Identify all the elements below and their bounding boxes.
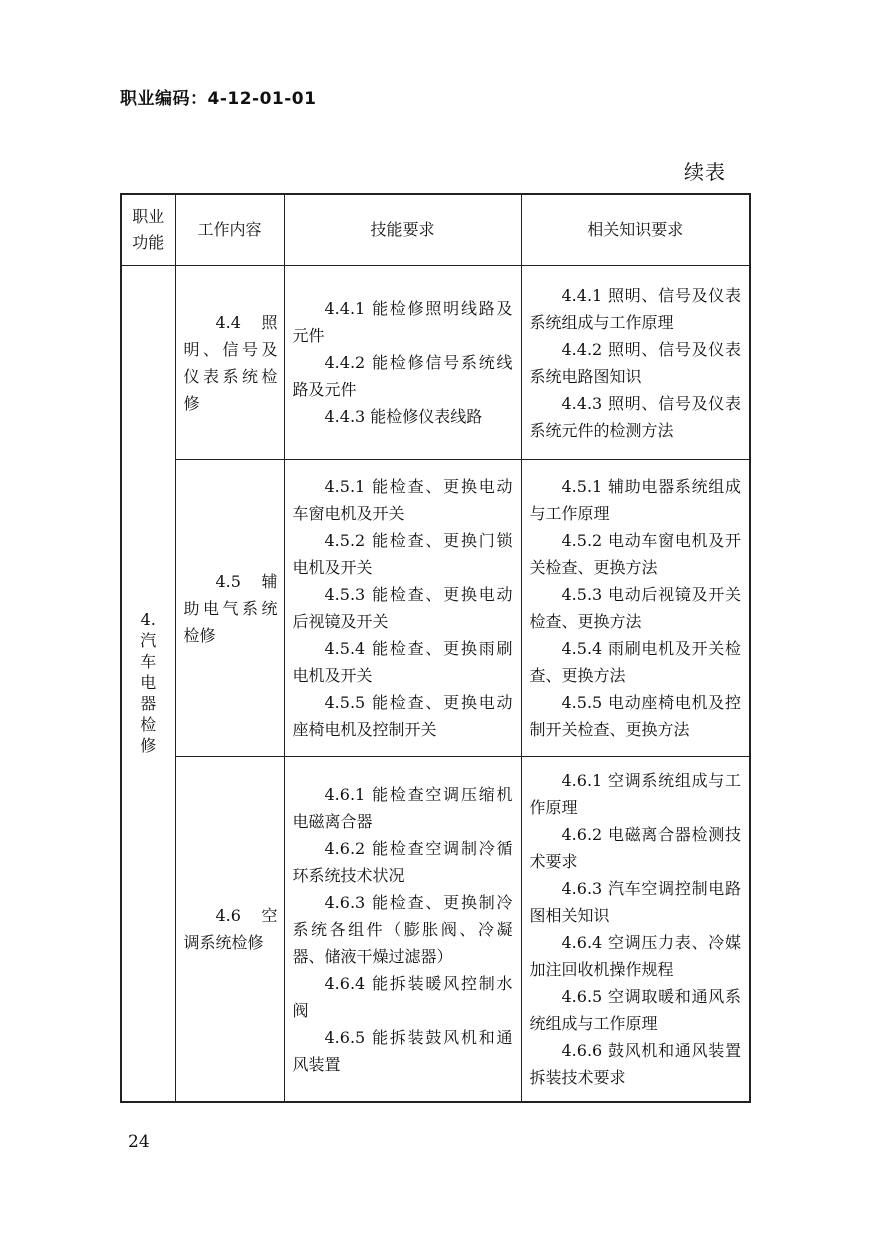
knowledge-item: 4.4.3 照明、信号及仪表系统元件的检测方法 [529,393,741,440]
table-row [121,266,750,460]
header-skills: 技能要求 [284,194,521,266]
knowledge-item: 4.5.1 辅助电器系统组成与工作原理 [529,477,741,523]
skill-item: 4.6.1 能检查空调压缩机电磁离合器 [292,784,513,831]
header-content: 工作内容 [175,194,284,266]
knowledge-item: 4.4.2 照明、信号及仪表系统电路图知识 [529,339,741,386]
knowledge-item: 4.5.3 电动后视镜及开关检查、更换方法 [529,585,741,631]
continued-label: 续表 [684,160,726,184]
knowledge-item: 4.5.4 雨刷电机及开关检查、更换方法 [529,639,741,685]
skill-item: 4.5.1 能检查、更换电动车窗电机及开关 [292,477,513,523]
work-content-cell [175,757,284,1103]
knowledge-item: 4.4.1 照明、信号及仪表系统组成与工作原理 [529,285,741,332]
work-content: 4.5 辅助电气系统检修 [183,571,278,645]
knowledge-item: 4.6.1 空调系统组成与工作原理 [529,771,741,817]
knowledge-item: 4.6.5 空调取暖和通风系统组成与工作原理 [529,987,741,1033]
skills-cell [284,757,521,1103]
page-number: 24 [128,1132,150,1152]
skills-cell [284,460,521,757]
table-row [121,757,750,1103]
work-content-cell [175,460,284,757]
skill-item: 4.4.3 能检修仪表线路 [324,407,483,426]
work-content-cell [175,266,284,460]
function-name: 4.汽车电器检修 [140,609,157,755]
knowledge-item: 4.6.2 电磁离合器检测技术要求 [529,825,741,871]
skill-item: 4.5.4 能检查、更换雨刷电机及开关 [292,639,513,685]
knowledge-cell [521,757,750,1103]
header-function: 职业功能 [121,194,175,266]
skill-item: 4.6.2 能检查空调制冷循环系统技术状况 [292,838,513,885]
knowledge-item: 4.5.2 电动车窗电机及开关检查、更换方法 [529,531,741,577]
skill-item: 4.5.3 能检查、更换电动后视镜及开关 [292,585,513,631]
table-row [121,460,750,757]
skill-item: 4.5.5 能检查、更换电动座椅电机及控制开关 [292,693,513,739]
skill-item: 4.6.4 能拆装暖风控制水阀 [292,973,513,1020]
knowledge-item: 4.6.3 汽车空调控制电路图相关知识 [529,879,741,925]
skill-item: 4.6.5 能拆装鼓风机和通风装置 [292,1027,513,1074]
occupation-code: 职业编码：4-12-01-01 [120,89,317,109]
knowledge-cell [521,460,750,757]
header-knowledge: 相关知识要求 [521,194,750,266]
work-content: 4.6 空调系统检修 [183,906,278,952]
knowledge-item: 4.6.4 空调压力表、冷媒加注回收机操作规程 [529,933,741,979]
table-header-row [121,194,750,266]
skills-table [120,193,751,1103]
skill-item: 4.4.1 能检修照明线路及元件 [292,299,513,345]
function-cell [121,266,175,1103]
knowledge-item: 4.6.6 鼓风机和通风装置拆装技术要求 [529,1041,741,1087]
work-content: 4.4 照明、信号及仪表系统检修 [183,312,278,413]
knowledge-item: 4.5.5 电动座椅电机及控制开关检查、更换方法 [529,693,741,739]
skill-item: 4.4.2 能检修信号系统线路及元件 [292,353,513,399]
skill-item: 4.6.3 能检查、更换制冷系统各组件（膨胀阀、冷凝器、储液干燥过滤器） [292,892,513,966]
knowledge-cell [521,266,750,460]
skill-item: 4.5.2 能检查、更换门锁电机及开关 [292,531,513,577]
skills-cell [284,266,521,460]
